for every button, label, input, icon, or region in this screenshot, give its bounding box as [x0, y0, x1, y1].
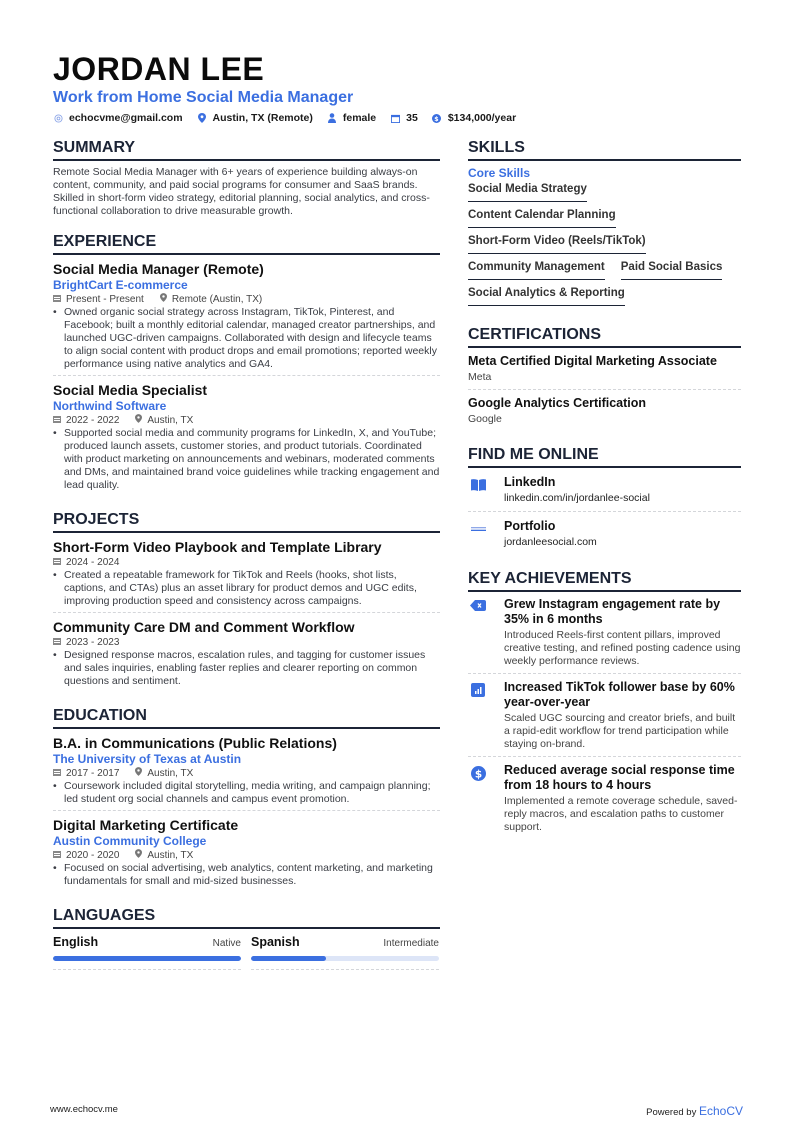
skill-item: Short-Form Video (Reels/TikTok)	[468, 233, 646, 254]
contact-age-value: 35	[406, 112, 418, 124]
entry-dates: Present - Present	[66, 294, 144, 305]
contact-salary-value: $134,000/year	[447, 112, 517, 124]
entry-dates: 2017 - 2017	[66, 768, 120, 779]
school-name: The University of Texas at Austin	[53, 752, 242, 766]
bullet-text: Coursework included digital storytelling, media writing, and campaign planning; led student org social channels and campus event promotion.	[64, 780, 431, 805]
section-title: EDUCATION	[53, 706, 440, 729]
skill-item: Paid Social Basics	[621, 259, 723, 280]
online-label: Portfolio	[504, 519, 556, 533]
education-entry	[53, 734, 440, 811]
education-entry	[53, 816, 440, 892]
company-name: Northwind Software	[53, 399, 167, 413]
language-level: Intermediate	[383, 938, 439, 949]
role-title: Social Media Manager (Remote)	[53, 261, 264, 277]
section-title: CERTIFICATIONS	[468, 325, 741, 348]
online-url[interactable]: linkedin.com/in/jordanlee-social	[504, 492, 650, 504]
calendar-icon	[53, 414, 61, 427]
bullet-text: Created a repeatable framework for TikTok and Reels (hooks, shot lists, captions, and CTAs) plus an asset library for product demos and UGC edits, improving production speed and consistency across campaigns.	[64, 569, 417, 607]
project-entry	[53, 538, 440, 613]
at-icon	[53, 113, 63, 123]
projects-section	[53, 510, 440, 692]
location-pin-icon	[135, 414, 142, 427]
certification-issuer: Google	[468, 413, 502, 425]
svg-text:$: $	[434, 115, 440, 123]
school-name: Austin Community College	[53, 834, 207, 848]
calendar-icon	[53, 293, 61, 306]
online-link-linkedin[interactable]	[468, 473, 741, 512]
contact-email-value: echocvme@gmail.com	[69, 112, 183, 124]
entry-meta	[53, 556, 440, 569]
section-title: SUMMARY	[53, 138, 440, 161]
tag-icon	[468, 597, 488, 668]
entry-meta	[53, 414, 440, 427]
achievement-title: Reduced average social response time from 18 hours to 4 hours	[504, 763, 735, 792]
entry-location: Remote (Austin, TX)	[171, 294, 263, 305]
contact-email[interactable]	[53, 112, 183, 124]
entry-meta	[53, 636, 440, 649]
candidate-name: JORDAN LEE	[53, 51, 265, 87]
dollar-icon	[468, 763, 488, 834]
powered-by-label: Powered by	[646, 1107, 697, 1118]
contact-age	[390, 112, 418, 124]
experience-entry	[53, 381, 440, 496]
bullet-text: Supported social media and community programs for LinkedIn, X, and YouTube; produced launch assets, customer stories, and product tutorials. Coordinated with product marketing on announcements and webinars, moderated comments and DMs, and maintained brand voice guidelines while tracking engagement and lead quality.	[64, 427, 440, 491]
page-footer	[50, 1104, 743, 1118]
contact-gender-value: female	[342, 112, 377, 124]
language-proficiency-bar	[251, 956, 439, 961]
bullet-text: Designed response macros, escalation rules, and tagging for customer issues and sales inquiries, enabling faster replies and clearer reporting on common questions and sentiment.	[64, 649, 426, 687]
contact-gender	[327, 112, 376, 124]
achievement-item	[468, 680, 741, 757]
section-title: PROJECTS	[53, 510, 440, 533]
certification-name: Google Analytics Certification	[468, 396, 647, 410]
education-section	[53, 706, 440, 892]
skill-item: Social Analytics & Reporting	[468, 285, 625, 306]
project-name: Short-Form Video Playbook and Template Library	[53, 539, 382, 555]
section-title: LANGUAGES	[53, 906, 440, 929]
entry-bullet: • Supported social media and community programs for LinkedIn, X, and YouTube; produced launch assets, customer stories, and product tutorials. Coordinated with product marketing on announcements and webinars, moderated comments and DMs, and maintained brand voice guidelines while tracking engagement and lead quality.	[53, 427, 440, 491]
entry-bullet: • Created a repeatable framework for TikTok and Reels (hooks, shot lists, captions, and CTAs) plus an asset library for product demos and UGC edits, improving production speed and consistency across campaigns.	[53, 569, 440, 608]
location-pin-icon	[197, 113, 207, 123]
achievement-desc: Implemented a remote coverage schedule, saved-reply macros, and escalation paths to customer support.	[504, 795, 738, 833]
experience-entry	[53, 260, 440, 376]
footer-powered-by	[646, 1104, 743, 1118]
location-pin-icon	[135, 767, 142, 780]
online-url[interactable]: jordanleesocial.com	[504, 536, 597, 548]
resume-page	[53, 52, 741, 984]
dollar-icon	[432, 113, 442, 123]
section-title: FIND ME ONLINE	[468, 445, 741, 468]
entry-dates: 2022 - 2022	[66, 415, 120, 426]
achievement-desc: Scaled UGC sourcing and creator briefs, and built a rapid-edit workflow for trend participation while staying on-brand.	[504, 712, 736, 750]
certification-issuer: Meta	[468, 371, 492, 383]
degree-title: B.A. in Communications (Public Relations)	[53, 735, 337, 751]
contact-location-value: Austin, TX (Remote)	[212, 112, 313, 124]
entry-dates: 2023 - 2023	[66, 637, 120, 648]
location-pin-icon	[135, 849, 142, 862]
contact-salary	[432, 112, 516, 124]
entry-bullet: • Designed response macros, escalation rules, and tagging for customer issues and sales inquiries, enabling faster replies and clearer reporting on common questions and sentiment.	[53, 649, 440, 688]
online-link-portfolio[interactable]	[468, 517, 741, 555]
calendar-icon	[53, 849, 61, 862]
achievement-desc: Introduced Reels-first content pillars, improved creative testing, and refined posting cadence using weekly performance reviews.	[504, 629, 741, 667]
summary-text: Remote Social Media Manager with 6+ years of experience building always-on content, community, and paid social programs for consumer and SaaS brands. Skilled in short-form video strategy, editorial planning, social analytics, and cross-functional collaboration to drive measurable growth.	[53, 166, 430, 217]
section-title: EXPERIENCE	[53, 232, 440, 255]
skills-group-title: Core Skills	[468, 166, 531, 180]
project-name: Community Care DM and Comment Workflow	[53, 619, 355, 635]
calendar-icon	[390, 113, 400, 123]
bar-chart-icon	[468, 680, 488, 751]
skill-item: Content Calendar Planning	[468, 207, 616, 228]
achievement-item	[468, 763, 741, 839]
online-section	[468, 445, 741, 555]
job-title: Work from Home Social Media Manager	[53, 89, 354, 106]
entry-meta	[53, 293, 440, 306]
entry-dates: 2024 - 2024	[66, 557, 120, 568]
degree-title: Digital Marketing Certificate	[53, 817, 239, 833]
skill-item: Social Media Strategy	[468, 181, 587, 202]
skills-section	[468, 138, 741, 311]
entry-location: Austin, TX	[147, 768, 194, 779]
language-proficiency-bar	[53, 956, 241, 961]
certification-item	[468, 395, 741, 431]
certification-item	[468, 353, 741, 390]
svg-text:$: $	[474, 768, 482, 781]
entry-bullet: • Coursework included digital storytelling, media writing, and campaign planning; led student org social channels and campus event promotion.	[53, 780, 440, 806]
person-icon	[327, 113, 337, 123]
entry-dates: 2020 - 2020	[66, 850, 120, 861]
achievement-item	[468, 597, 741, 674]
certifications-section	[468, 325, 741, 431]
contact-row	[53, 112, 741, 124]
entry-meta	[53, 849, 440, 862]
experience-section	[53, 232, 440, 496]
entry-location: Austin, TX	[147, 415, 194, 426]
left-column	[53, 138, 440, 984]
calendar-icon	[53, 636, 61, 649]
entry-bullet: • Owned organic social strategy across Instagram, TikTok, Pinterest, and Facebook; built a monthly editorial calendar, managed creator partnerships, and launched UGC-driven campaigns. Collaborated with design and lifecycle teams to align social content with product drops and email promotions; reported weekly performance using native analytics and GA4.	[53, 306, 440, 371]
certification-name: Meta Certified Digital Marketing Associate	[468, 354, 717, 368]
achievement-title: Grew Instagram engagement rate by 35% in 6 months	[504, 597, 721, 626]
achievements-section	[468, 569, 741, 839]
contact-location	[197, 112, 313, 124]
calendar-icon	[53, 767, 61, 780]
location-pin-icon	[160, 293, 167, 306]
company-name: BrightCart E-commerce	[53, 278, 188, 292]
project-entry	[53, 618, 440, 692]
bullet-text: Owned organic social strategy across Instagram, TikTok, Pinterest, and Facebook; built a monthly editorial calendar, managed creator partnerships, and launched UGC-driven campaigns. Collaborated with design and lifecycle teams to align social content with product drops and email promotions; reported weekly performance using native analytics and GA4.	[64, 306, 437, 370]
book-icon	[468, 474, 488, 506]
language-name: Spanish	[251, 935, 300, 949]
right-column	[468, 138, 741, 984]
footer-site-link[interactable]: www.echocv.me	[50, 1104, 118, 1115]
entry-bullet: • Focused on social advertising, web analytics, content marketing, and marketing fundamentals for small and mid-sized businesses.	[53, 862, 440, 888]
language-item	[53, 934, 241, 970]
brand-logo[interactable]: EchoCV	[698, 1104, 743, 1118]
bullet-text: Focused on social advertising, web analytics, content marketing, and marketing fundamentals for small and mid-sized businesses.	[64, 862, 433, 887]
link-icon	[468, 518, 488, 550]
skill-item: Community Management	[468, 259, 605, 280]
language-name: English	[53, 935, 99, 949]
entry-location: Austin, TX	[147, 850, 194, 861]
section-title: KEY ACHIEVEMENTS	[468, 569, 741, 592]
entry-meta	[53, 767, 440, 780]
calendar-icon	[53, 556, 61, 569]
online-label: LinkedIn	[504, 475, 556, 489]
languages-section	[53, 906, 440, 970]
section-title: SKILLS	[468, 138, 741, 161]
language-level: Native	[212, 938, 241, 949]
achievement-title: Increased TikTok follower base by 60% year-over-year	[504, 680, 735, 709]
summary-section	[53, 138, 440, 218]
role-title: Social Media Specialist	[53, 382, 208, 398]
language-item	[251, 934, 439, 970]
